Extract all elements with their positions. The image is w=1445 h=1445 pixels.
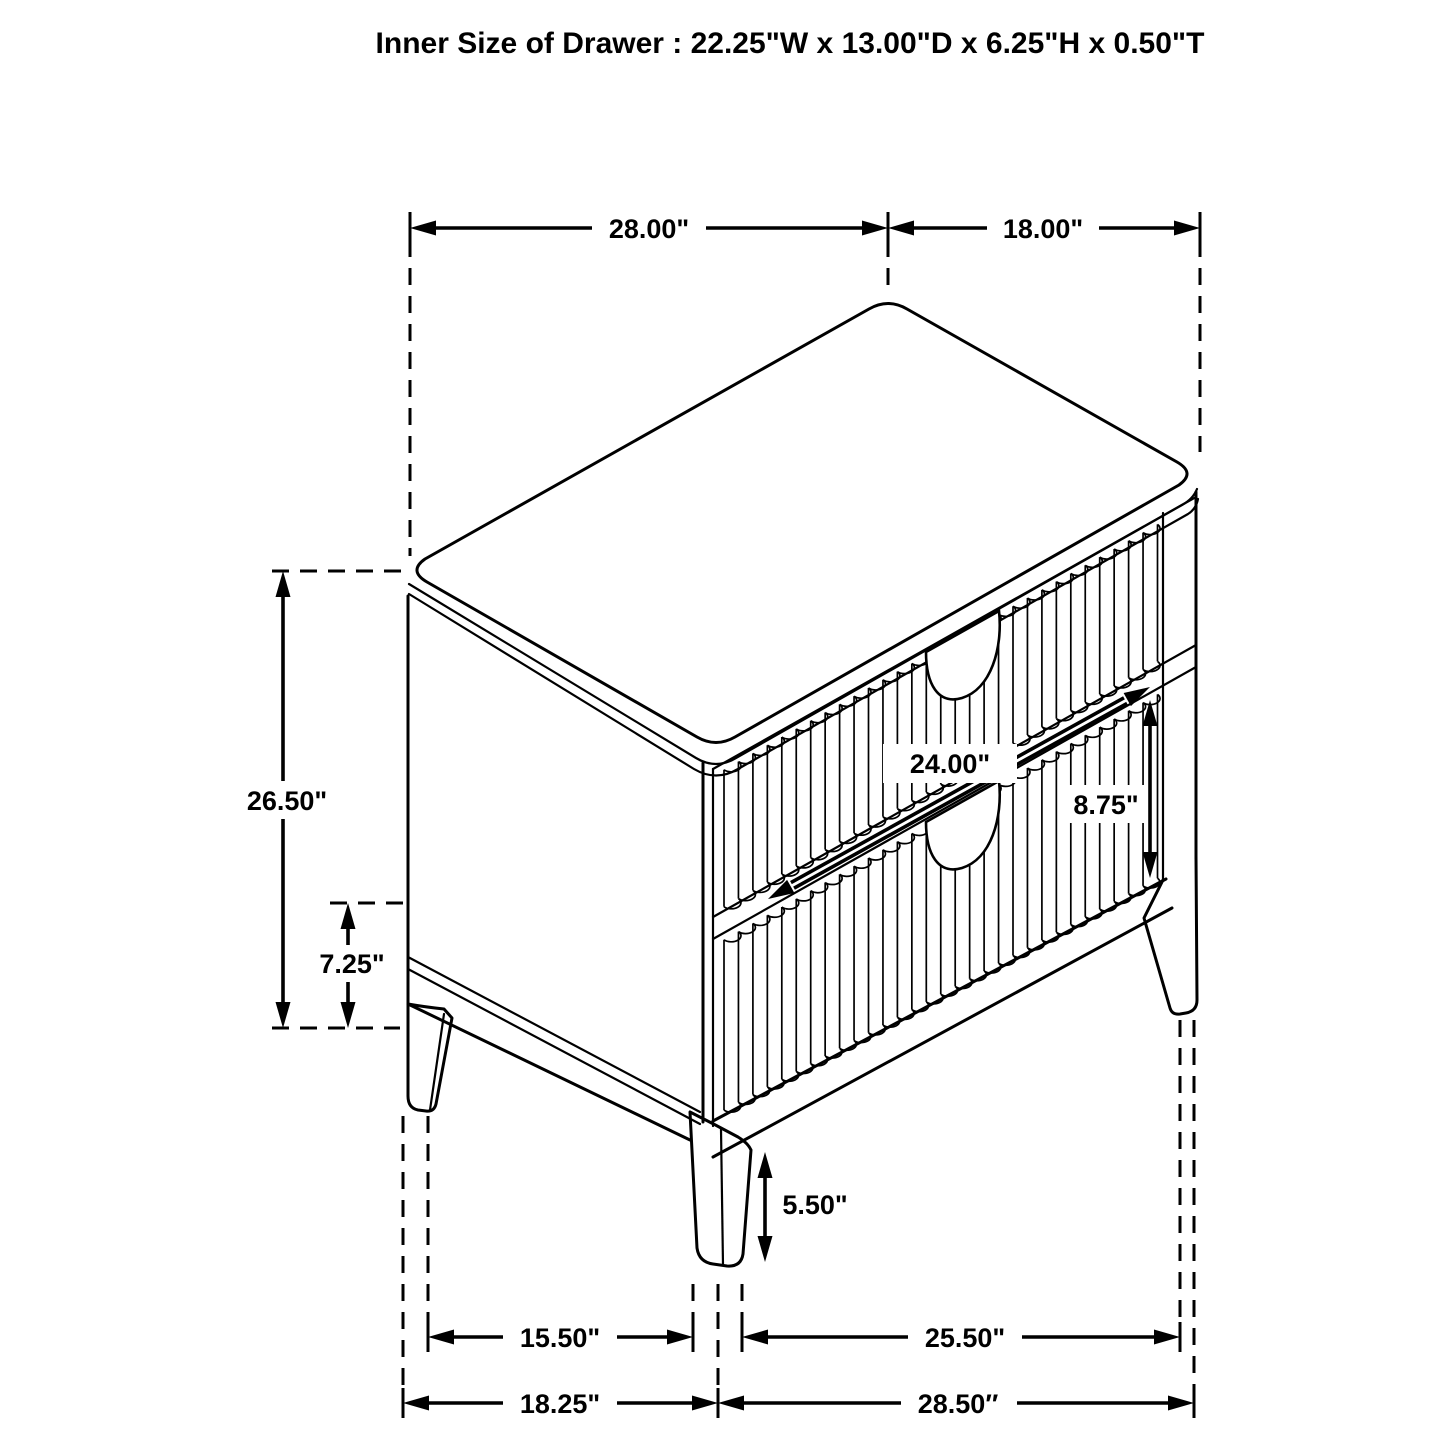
dim-label-drawer-face-height: 8.75" xyxy=(1073,790,1139,820)
nightstand-drawing xyxy=(408,304,1198,1267)
extension-lines xyxy=(272,212,1200,1412)
top-drawer-handle xyxy=(926,611,1000,699)
left-leg xyxy=(408,1004,452,1111)
left-panel-bottom-b xyxy=(408,969,700,1124)
dim-label-base-height: 7.25" xyxy=(319,949,385,979)
dim-label-top-depth: 18.00" xyxy=(1002,214,1084,244)
right-leg xyxy=(1144,856,1197,1014)
dim-label-top-width: 28.00" xyxy=(608,214,690,244)
dim-label-drawer-width: 24.00" xyxy=(909,749,991,779)
diagram-title: Inner Size of Drawer : 22.25"W x 13.00"D x 6.25"H x 0.50"T xyxy=(375,27,1205,60)
dim-label-side-leg-inner-span: 25.50" xyxy=(924,1323,1006,1353)
dim-label-front-leg-inner-span: 15.50" xyxy=(519,1323,601,1353)
left-panel-bottom-a xyxy=(408,957,700,1112)
front-leg-edge xyxy=(721,1129,723,1265)
dimension-labels xyxy=(247,27,1205,1419)
dim-label-overall-height: 26.50" xyxy=(246,786,328,816)
dim-label-front-leg-outer-span: 18.25" xyxy=(519,1389,601,1419)
dim-label-side-leg-outer-span: 28.50″ xyxy=(917,1389,999,1419)
label-backgrounds xyxy=(236,210,1144,1421)
dim-label-leg-height: 5.50" xyxy=(782,1190,848,1220)
